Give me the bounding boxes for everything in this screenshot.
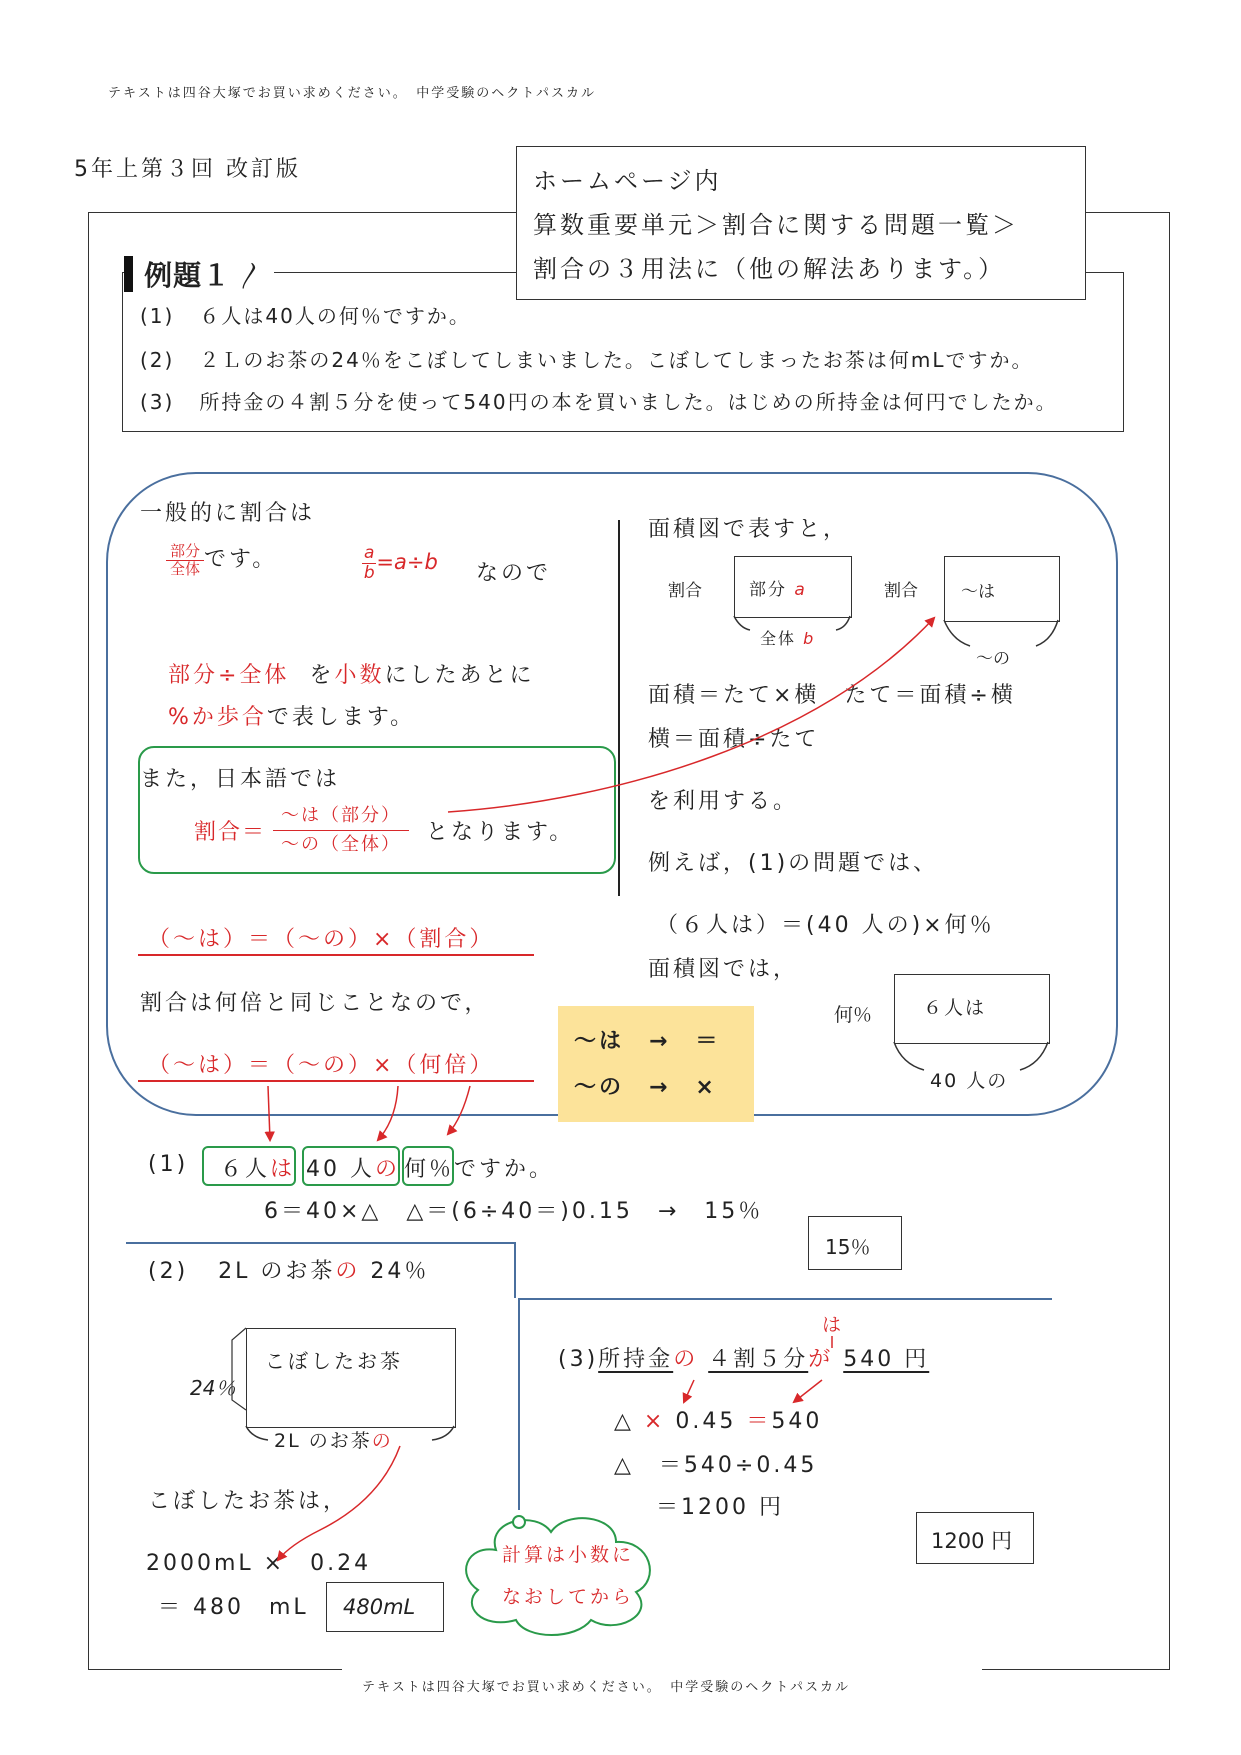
sol3-answer-box [916, 1512, 1034, 1564]
bottom-note: テキストは四谷大塚でお買い求めください。 中学受験のヘクトパスカル [362, 1680, 850, 1695]
sol1-num: (1) [148, 1152, 189, 1177]
area-diagram-1 [734, 556, 852, 618]
line1-mid: を [309, 663, 335, 688]
general-text: 一般的に割合は [140, 501, 316, 526]
example-tag-label: 例題１ [144, 259, 232, 292]
sol3-t1-particle: の [673, 1347, 699, 1372]
example-tag [124, 252, 274, 296]
area-use: を利用する。 [648, 789, 799, 814]
homepage-box [516, 146, 1086, 300]
d1-left-label: 割合 [668, 581, 702, 601]
d1-inside [749, 575, 807, 600]
sol3-c1-value: 0.45 [675, 1409, 737, 1434]
area-example: 例えば，(1)の問題では、 [648, 851, 939, 876]
top-note: テキストは四谷大塚でお買い求めください。 中学受験のヘクトパスカル [108, 86, 596, 101]
decimal-line [168, 658, 534, 689]
sol1-b1-particle: は [270, 1157, 296, 1182]
ab-rest: =a÷b [376, 550, 438, 575]
formula-1: （～は）＝（～の）×（割合） [148, 927, 495, 952]
sol3-t1: 所持金 [598, 1347, 674, 1372]
edition-label: 5年上第３回 改訂版 [74, 157, 301, 182]
sol2-box-bottom-particle: の [371, 1430, 393, 1452]
cloud-bubble [456, 1510, 666, 1640]
percent-line [168, 700, 415, 731]
homepage-line1: ホームページ内 [533, 167, 722, 195]
sec3-top-line [518, 1298, 1052, 1300]
sol3-c1-result: 540 [771, 1409, 823, 1434]
part-div-whole: 部分÷全体 [168, 663, 290, 688]
node-text: なので [476, 561, 552, 586]
sol2-answer: 480mL [343, 1595, 416, 1619]
sol1-b2-text: 40 人 [306, 1157, 375, 1182]
area-diagram-3 [894, 974, 1050, 1044]
tag-bar [124, 256, 133, 292]
sol3-c1-times: × [643, 1409, 666, 1434]
problem-3 [140, 386, 1058, 415]
sol3-header [558, 1342, 929, 1373]
yellow-line2: ～の → × [574, 1075, 717, 1100]
area-menseki: 面積図では， [648, 957, 799, 982]
frac-denominator: 全体 [170, 559, 201, 578]
line1-end: にしたあとに [384, 663, 535, 688]
d3-bottom: 40 人の [930, 1070, 1009, 1092]
area-title: 面積図で表すと， [648, 517, 849, 542]
area-eq3: （６人は）＝(40 人の)×何％ [656, 913, 995, 938]
cloud-line1: 計算は小数に [502, 1544, 635, 1566]
d3-left-label: 何％ [834, 1004, 873, 1026]
d2-left-label: 割合 [884, 581, 918, 601]
problem-2-text: ２Ｌのお茶の24％をこぼしてしまいました。こぼしてしまったお茶は何mLですか。 [199, 348, 1034, 372]
formula-2: （～は）＝（～の）×（何倍） [148, 1053, 495, 1078]
homepage-line2: 算数重要単元＞割合に関する問題一覧＞ [533, 211, 1019, 239]
sol1-end: ですか。 [454, 1157, 555, 1182]
sol2-box-inside: こぼしたお茶 [265, 1349, 403, 1373]
d2-inside: ～は [961, 582, 995, 602]
problem-2 [140, 344, 1034, 373]
yellow-note [558, 1006, 754, 1122]
percent-word: %か歩合 [168, 705, 267, 730]
homepage-line3: 割合の３用法に（他の解法あります。） [533, 255, 1006, 283]
formula-1-underline [138, 954, 534, 956]
sol3-num: (3) [558, 1347, 599, 1372]
line2-end: で表します。 [266, 705, 416, 730]
sec2-top-line [126, 1242, 516, 1244]
sol2-diagram [246, 1328, 456, 1428]
sec2-vert-line [514, 1242, 516, 1298]
sol2-text1: 2L のお茶 [218, 1259, 336, 1284]
d3-inside: ６人は [923, 997, 987, 1019]
sol3-c1-equals: ＝ [746, 1409, 772, 1434]
ratio-fraction [273, 806, 409, 855]
sol3-answer: 1200 円 [931, 1529, 1013, 1553]
ab-formula [362, 544, 438, 582]
japanese-text: また，日本語では [140, 767, 341, 792]
sec3-vert-line [518, 1300, 520, 1510]
problem-2-num: (2) [140, 348, 175, 372]
sol1-b1 [220, 1152, 295, 1183]
ratio-formula [194, 806, 574, 855]
d1-inside-var: a [794, 580, 807, 600]
ab-numerator: a [364, 543, 375, 563]
cloud-line2: なおしてから [502, 1586, 635, 1608]
tag-bracket: 〳 [236, 259, 265, 292]
sol2-line: こぼしたお茶は， [148, 1489, 349, 1514]
desu-text: です。 [204, 547, 278, 572]
d1-inside-label: 部分 [749, 580, 787, 600]
fraction-line [166, 542, 277, 577]
d1-bottom-label: 全体 [760, 629, 797, 648]
sol3-t2: ４割５分 [708, 1347, 809, 1372]
area-diagram-2 [944, 556, 1060, 622]
divider-line [618, 520, 620, 896]
yellow-line1: ～は → ＝ [574, 1029, 721, 1054]
sol2-header [148, 1254, 429, 1285]
sol1-b2-particle: の [375, 1157, 401, 1182]
same-text: 割合は何倍と同じことなので， [140, 991, 490, 1016]
sol1-b3-text: 何％ [404, 1157, 455, 1182]
ab-fraction [362, 544, 376, 582]
formula-2-underline [138, 1080, 534, 1082]
sol1-b3 [404, 1152, 554, 1183]
sol2-text2: 24％ [360, 1259, 430, 1284]
sol3-t3: 540 円 [843, 1347, 930, 1372]
area-eq2: 横＝面積÷たて [648, 727, 820, 752]
ratio-label: 割合＝ [194, 819, 267, 845]
sol3-calc3: ＝1200 円 [656, 1495, 784, 1520]
d2-bottom: ～の [976, 649, 1010, 669]
problem-1-text: ６人は40人の何％ですか。 [199, 304, 471, 328]
sol3-t2-particle: が [808, 1347, 834, 1372]
sol3-calc2: △ ＝540÷0.45 [614, 1453, 818, 1478]
sol1-answer-box [808, 1216, 902, 1270]
frac-numerator: 部分 [166, 543, 204, 561]
area-eq1: 面積＝たて×横 たて＝面積÷横 [648, 683, 1016, 708]
sol2-answer-box [326, 1582, 444, 1632]
sol2-box-bottom [274, 1426, 393, 1453]
sol2-calc2: ＝ 480 mL [158, 1595, 309, 1620]
d1-bottom [760, 626, 815, 649]
sol3-c1-triangle: △ [614, 1409, 634, 1434]
sol3-above: は [822, 1314, 842, 1336]
part-whole-fraction [166, 543, 204, 577]
sol1-b1-text: ６人 [220, 1157, 271, 1182]
ab-denominator: b [363, 562, 375, 583]
sol2-num: (2) [148, 1259, 189, 1284]
sol2-box-left: 24％ [190, 1376, 236, 1400]
ratio-numerator: ～は（部分） [273, 806, 409, 831]
sol2-calc1: 2000mL × 0.24 [146, 1551, 372, 1576]
problem-1 [140, 300, 471, 329]
sol2-particle: の [335, 1259, 361, 1284]
sol1-answer: 15％ [825, 1235, 871, 1259]
problem-3-num: (3) [140, 390, 175, 414]
problem-3-text: 所持金の４割５分を使って540円の本を買いました。はじめの所持金は何円でしたか。 [199, 390, 1058, 414]
sol2-box-bottom-text: 2L のお茶 [274, 1430, 372, 1452]
d1-bottom-var: b [803, 629, 816, 648]
decimal-word: 小数 [334, 663, 385, 688]
sol3-calc1 [614, 1404, 822, 1435]
problem-1-num: (1) [140, 304, 175, 328]
sol1-b2 [306, 1152, 400, 1183]
sol1-calc: 6＝40×△ △＝(6÷40＝)0.15 → 15％ [264, 1199, 764, 1224]
ratio-denominator: ～の（全体） [281, 833, 402, 855]
ratio-end: となります。 [426, 819, 575, 845]
